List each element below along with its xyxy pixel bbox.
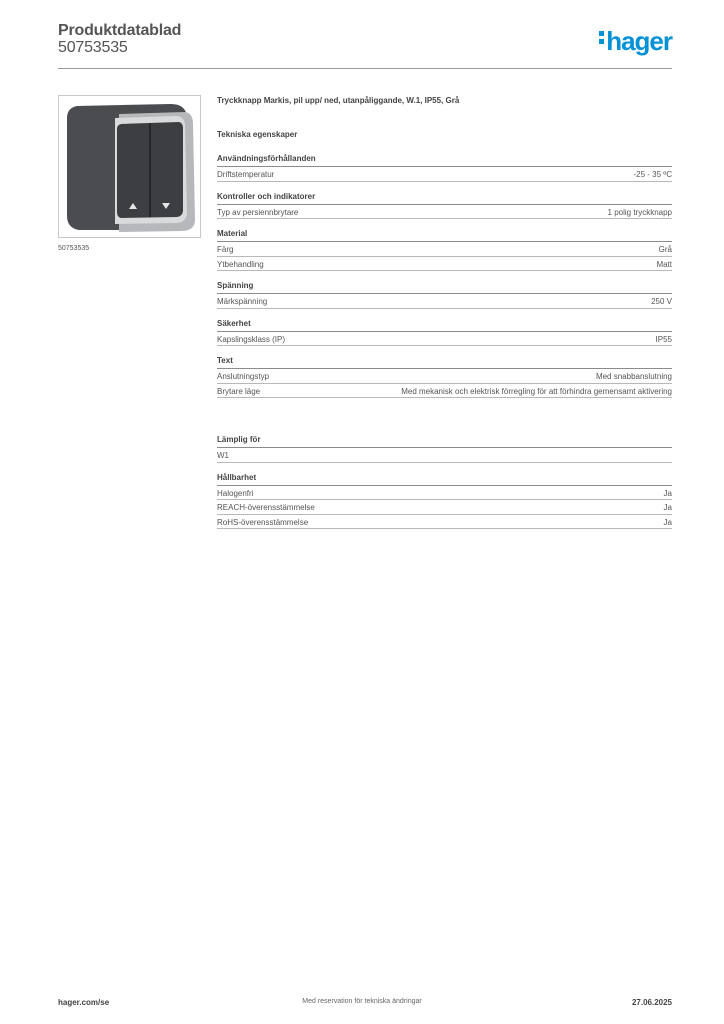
section-title-text: Spänning — [217, 281, 254, 290]
section-title-text: Lämplig för — [217, 435, 261, 444]
spec-value: Ja — [663, 517, 672, 527]
spec-value: Med snabbanslutning — [595, 372, 672, 381]
section-title-text: Säkerhet — [217, 318, 251, 328]
document-title: Produktdatablad — [58, 22, 182, 39]
spec-value: Grå — [658, 245, 672, 254]
spec-section — [217, 319, 672, 347]
header-divider — [58, 68, 672, 69]
spec-label: Typ av persiennbrytare — [217, 207, 299, 217]
spec-row — [217, 332, 672, 347]
section-title-text: Material — [217, 229, 248, 238]
spec-label: Driftstemperatur — [217, 170, 275, 179]
spec-label: Kapslingsklass (IP) — [217, 334, 286, 344]
spec-value: Ja — [663, 488, 672, 498]
logo-text: hager — [606, 26, 672, 56]
spec-sections — [217, 154, 672, 529]
spec-section — [217, 281, 672, 309]
section-title — [217, 319, 672, 332]
spec-value: Med mekanisk och elektrisk förregling för att förhindra gemensamt aktivering — [401, 386, 672, 396]
spec-section — [217, 473, 672, 530]
section-title — [217, 356, 672, 369]
spec-label: Färg — [217, 245, 234, 254]
spec-section — [217, 192, 672, 220]
section-title-text: Hållbarhet — [217, 472, 257, 482]
spec-label: Märkspänning — [217, 297, 268, 306]
spec-value: -25 - 35 ºC — [633, 170, 672, 179]
spec-label: REACH-överensstämmelse — [217, 503, 315, 512]
spec-section — [217, 229, 672, 271]
spec-label: RoHS-överensstämmelse — [217, 517, 309, 527]
section-title — [217, 229, 672, 242]
spec-row — [217, 384, 672, 399]
spec-row — [217, 515, 672, 530]
product-image — [58, 95, 201, 238]
section-title — [217, 435, 672, 448]
spec-label: W1 — [217, 451, 229, 460]
spec-value: 250 V — [651, 297, 672, 306]
section-title — [217, 473, 672, 486]
section-title-text: Kontroller och indikatorer — [217, 191, 316, 201]
spec-row — [217, 242, 672, 257]
spec-row — [217, 500, 672, 515]
section-title-text: Text — [217, 356, 233, 365]
push-button-switch-icon — [59, 96, 200, 237]
spec-label: Anslutningstyp — [217, 372, 270, 381]
spec-row — [217, 369, 672, 384]
spec-section — [217, 154, 672, 182]
spec-value: Matt — [656, 259, 672, 269]
section-title — [217, 281, 672, 294]
footer-disclaimer: Med reservation för tekniska ändringar — [302, 998, 422, 1005]
spec-value: IP55 — [655, 334, 672, 344]
section-title — [217, 154, 672, 167]
hager-logo — [599, 26, 672, 57]
spec-label: Halogenfri — [217, 488, 254, 498]
spec-row — [217, 448, 672, 463]
spec-row — [217, 294, 672, 309]
spec-content — [217, 96, 672, 529]
section-title-text: Användningsförhållanden — [217, 154, 316, 163]
spec-row — [217, 486, 672, 501]
spec-value: 1 polig tryckknapp — [607, 207, 672, 217]
spec-label: Brytare läge — [217, 386, 261, 396]
logo-dots-icon — [599, 31, 605, 47]
image-caption: 50753535 — [58, 245, 90, 252]
spec-value: Ja — [663, 503, 672, 512]
spec-label: Ytbehandling — [217, 259, 264, 269]
section-title — [217, 192, 672, 205]
spec-row — [217, 205, 672, 220]
specs-heading: Tekniska egenskaper — [217, 130, 298, 139]
footer-website: hager.com/se — [58, 998, 110, 1007]
spec-row — [217, 167, 672, 182]
footer-date: 27.06.2025 — [631, 998, 672, 1007]
spec-section — [217, 435, 672, 463]
spec-row — [217, 257, 672, 272]
spec-section — [217, 356, 672, 398]
product-title: Tryckknapp Markis, pil upp/ ned, utanpåliggande, W.1, IP55, Grå — [217, 96, 460, 105]
product-number: 50753535 — [58, 39, 128, 56]
